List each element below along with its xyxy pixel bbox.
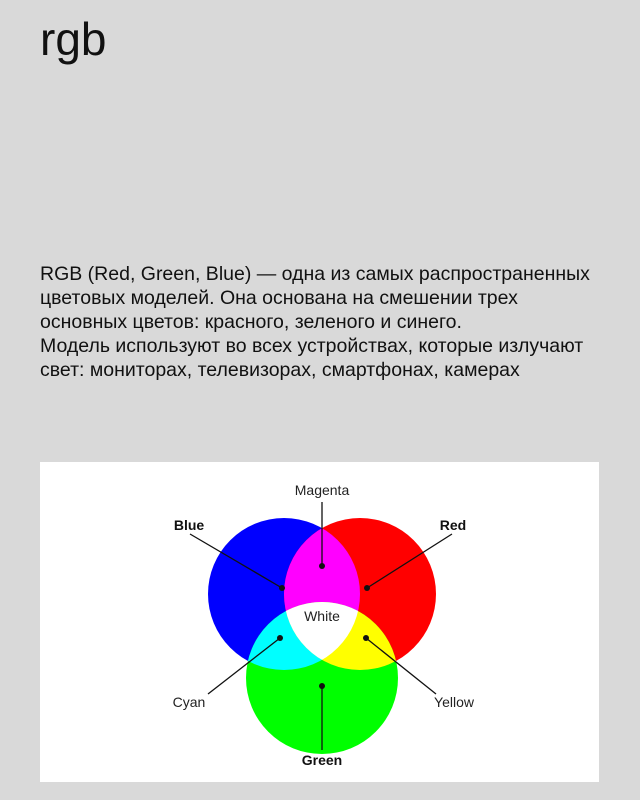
- label-yellow: Yellow: [434, 694, 474, 710]
- description: [40, 262, 610, 382]
- red-dot: [364, 585, 370, 591]
- rgb-diagram-panel: [40, 462, 599, 782]
- label-magenta: Magenta: [294, 482, 350, 498]
- label-blue: Blue: [173, 517, 205, 533]
- label-cyan: Cyan: [172, 694, 206, 710]
- page-title: rgb: [40, 13, 107, 65]
- label-white: White: [304, 608, 340, 624]
- label-green: Green: [301, 752, 343, 768]
- label-red: Red: [439, 517, 467, 533]
- blue-dot: [279, 585, 285, 591]
- yellow-dot: [363, 635, 369, 641]
- magenta-dot: [319, 563, 325, 569]
- description-paragraph-1: RGB (Red, Green, Blue) — одна из самых распространенных цветовых моделей. Она основана на смешении трех основных цветов: красного, зеленого и синего.: [40, 263, 590, 333]
- green-dot: [319, 683, 325, 689]
- description-paragraph-2: Модель используют во всех устройствах, которые излучают свет: мониторах, телевизорах, смартфонах, камерах: [40, 335, 584, 381]
- cyan-dot: [277, 635, 283, 641]
- rgb-venn-diagram: [40, 462, 599, 782]
